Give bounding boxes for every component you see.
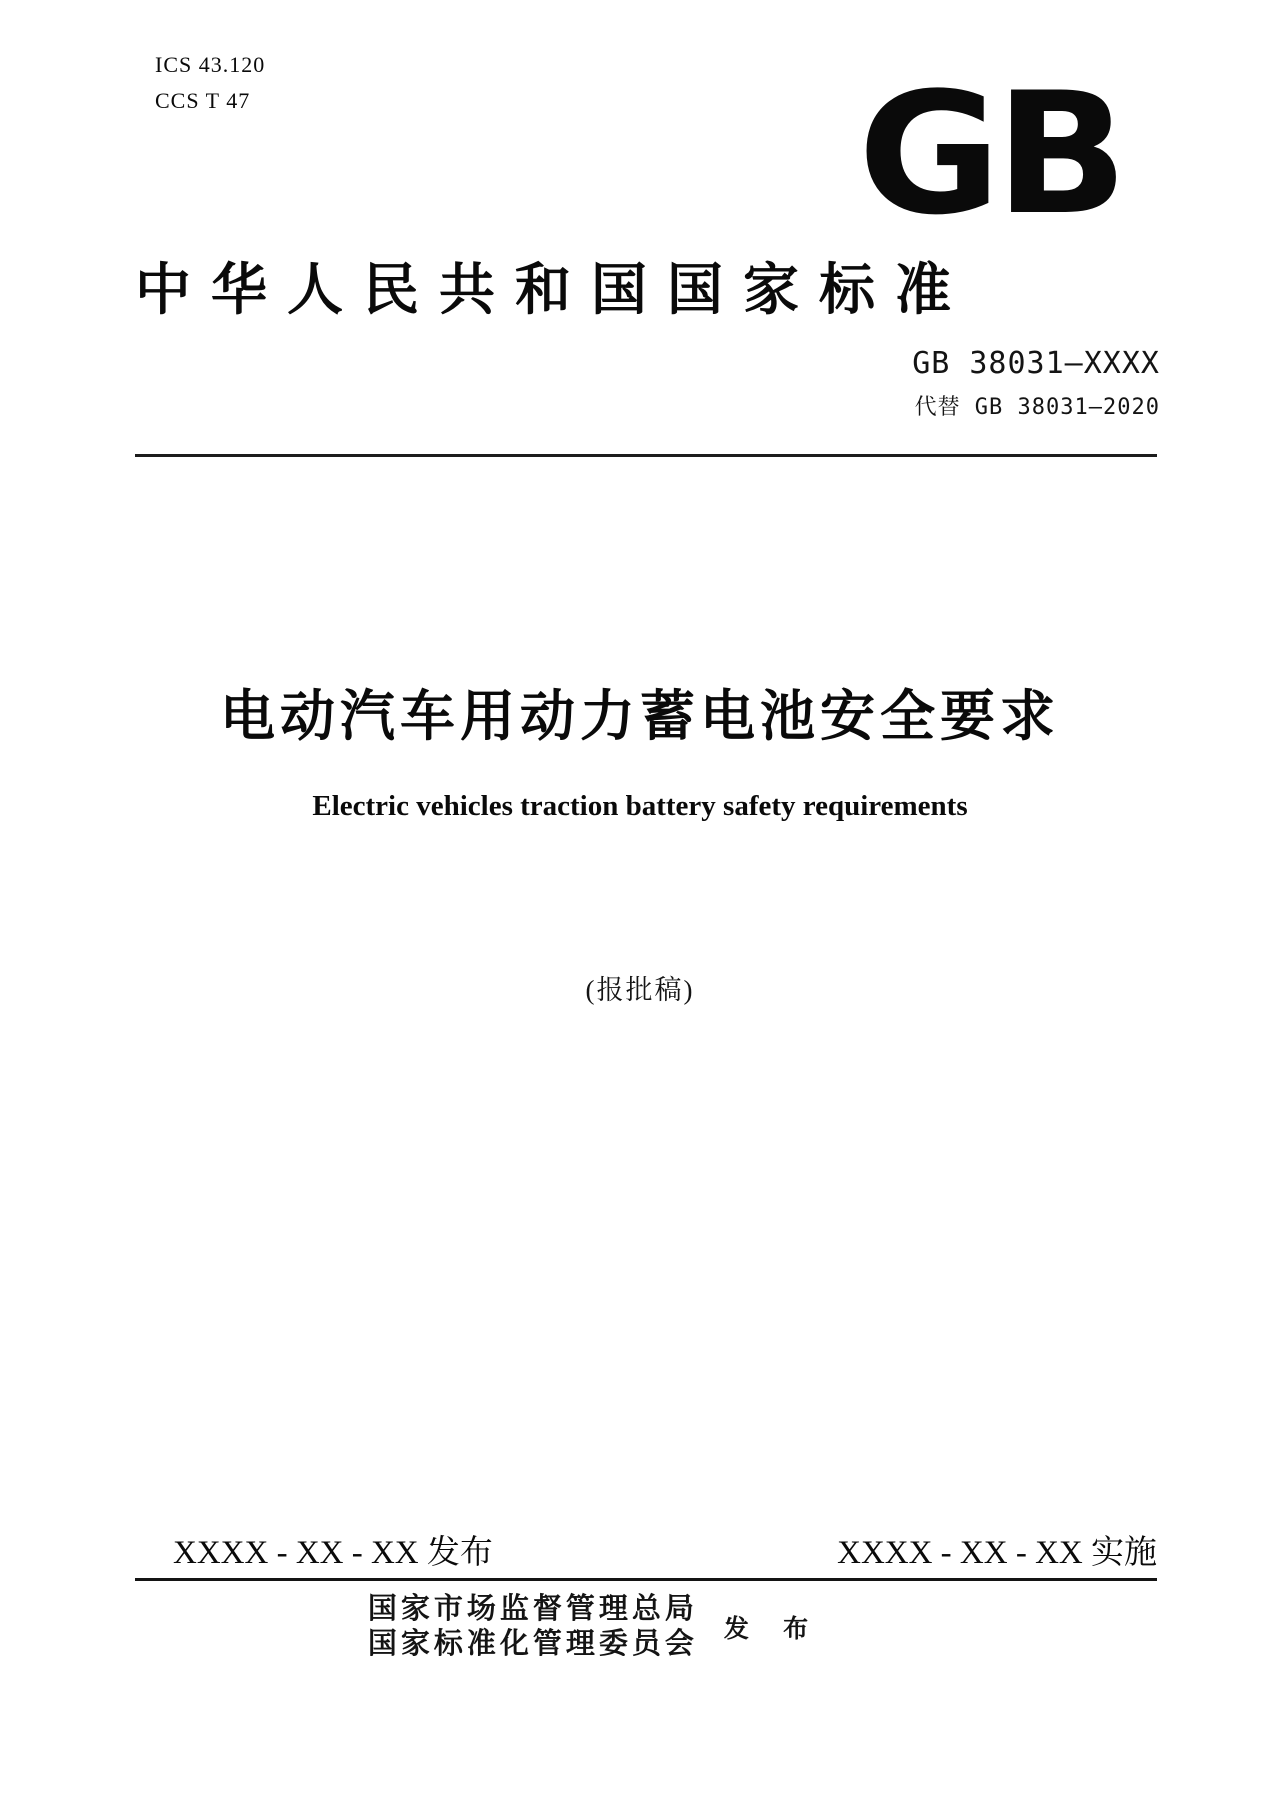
document-title-english: Electric vehicles traction battery safety requirements: [312, 790, 968, 822]
replaced-standard-note: 代替 GB 38031—2020: [914, 395, 1160, 420]
publisher-org-2: 国家标准化管理委员会: [367, 1628, 698, 1660]
implementation-date: XXXX - XX - XX 实施: [837, 1535, 1157, 1571]
standard-number: GB 38031—XXXX: [912, 346, 1160, 381]
header-divider-rule: [135, 454, 1157, 457]
ics-code: ICS 43.120: [155, 52, 266, 77]
publish-label: 发 布: [723, 1616, 823, 1643]
publisher-block: [368, 1592, 822, 1662]
draft-status-note: (报批稿): [585, 975, 695, 1005]
publisher-organizations: [368, 1592, 698, 1662]
gb-logo: GB: [857, 56, 1122, 252]
national-standard-heading: 中华人民共和国国家标准: [135, 260, 971, 322]
ccs-code: CCS T 47: [155, 88, 251, 113]
dates-row: [135, 1526, 1157, 1581]
publisher-org-1: 国家市场监督管理总局: [367, 1593, 698, 1625]
issue-date: XXXX - XX - XX 发布: [173, 1535, 493, 1571]
document-title-chinese: 电动汽车用动力蓄电池安全要求: [219, 684, 1060, 748]
